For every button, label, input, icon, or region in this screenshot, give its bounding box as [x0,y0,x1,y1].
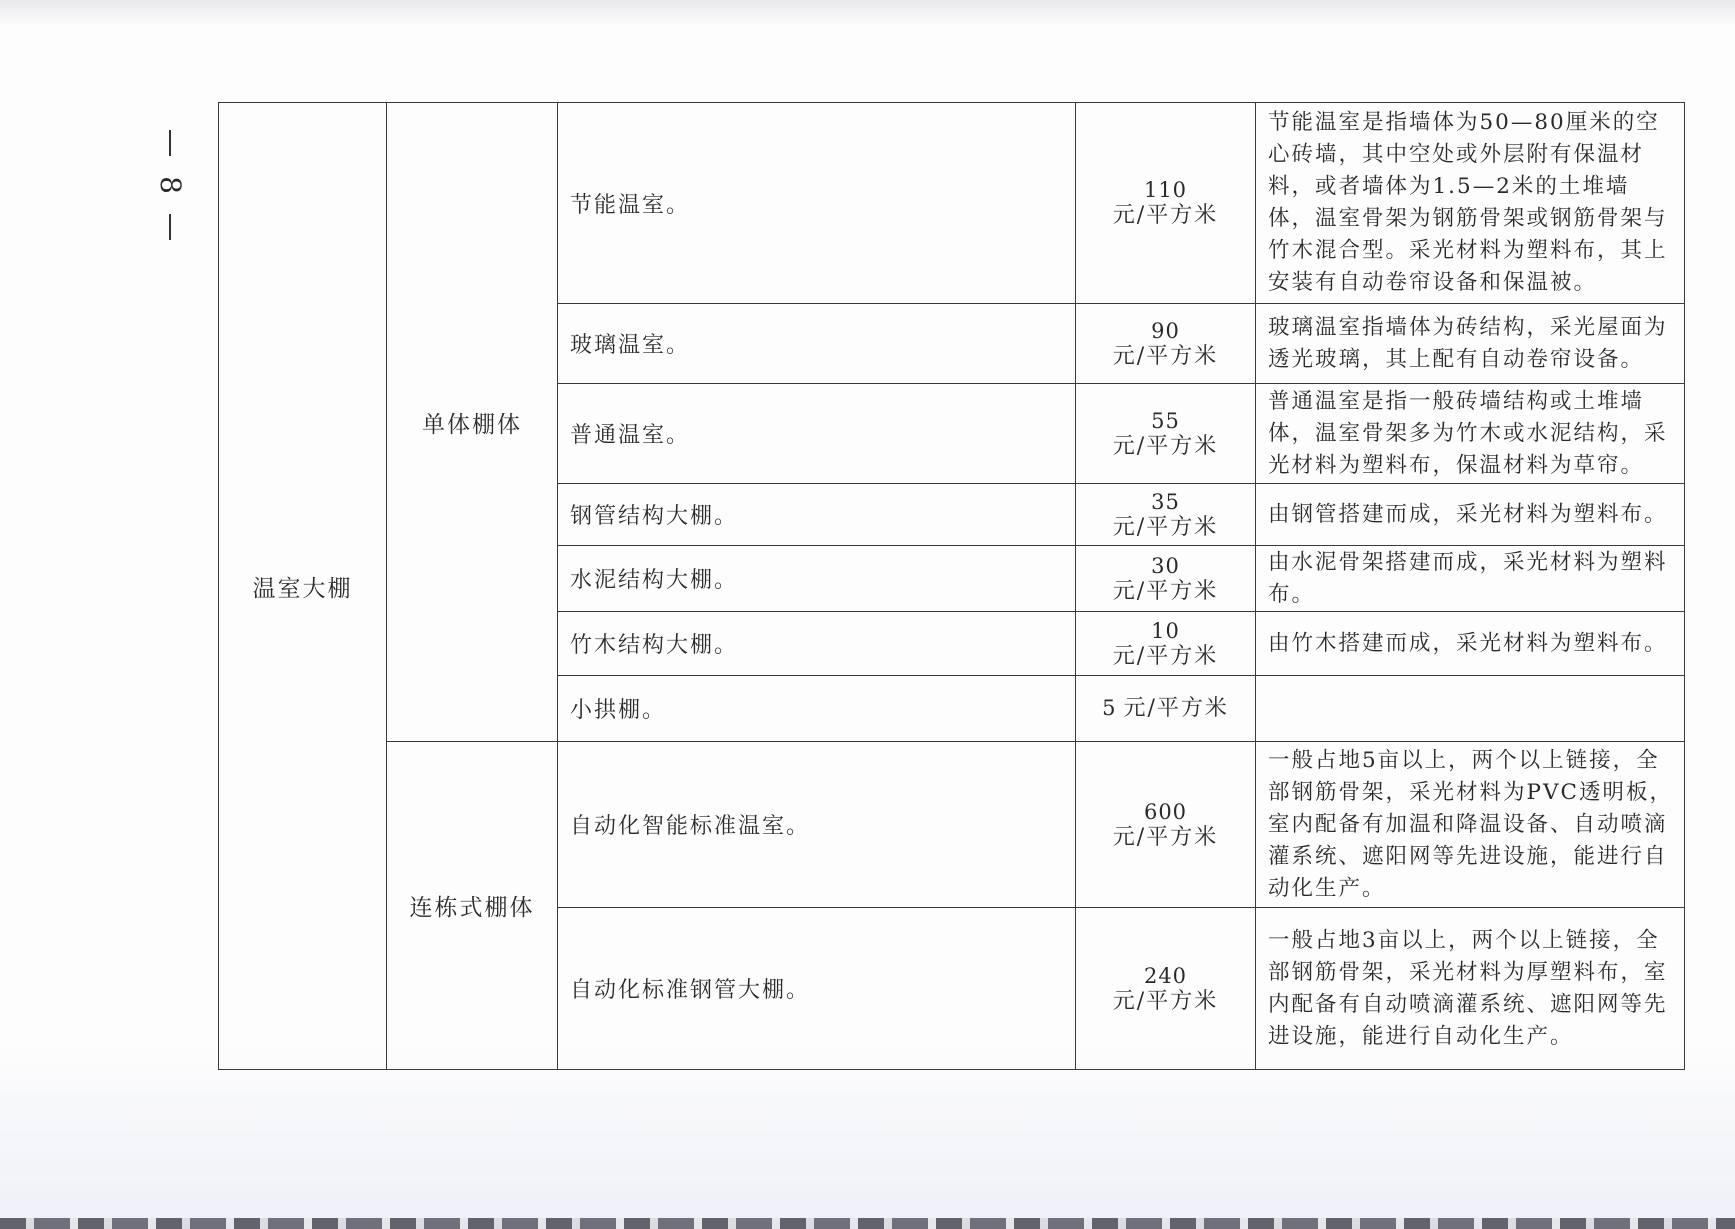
item-description: 由钢管搭建而成，采光材料为塑料布。 [1256,484,1685,546]
price-amount: 35 [1151,489,1180,514]
price-unit: 元/平方米 [1112,514,1219,540]
item-name: 钢管结构大棚。 [558,484,1076,546]
scan-bottom-edge [0,1218,1735,1229]
price-cell [1076,742,1256,908]
price-amount: 110 [1143,178,1188,202]
price-amount: 30 [1151,553,1180,578]
price-amount: 240 [1143,963,1188,988]
item-name: 自动化智能标准温室。 [558,742,1076,908]
table-row [219,103,1685,304]
price-unit: 元/平方米 [1123,696,1229,721]
item-description: 由竹木搭建而成，采光材料为塑料布。 [1256,612,1685,676]
price-cell [1076,304,1256,384]
compensation-table [218,102,1685,1070]
price-unit: 元/平方米 [1112,433,1219,459]
item-name: 小拱棚。 [558,676,1076,742]
item-description: 由水泥骨架搭建而成，采光材料为塑料布。 [1256,546,1685,612]
item-name: 竹木结构大棚。 [558,612,1076,676]
price-unit: 元/平方米 [1112,343,1219,369]
item-description: 玻璃温室指墙体为砖结构，采光屋面为透光玻璃，其上配有自动卷帘设备。 [1256,304,1685,384]
price-cell [1076,484,1256,546]
price-unit: 元/平方米 [1112,203,1219,228]
price-cell [1076,546,1256,612]
page-number-dash-top [169,130,171,156]
item-description [1256,676,1685,742]
page-number [152,130,188,240]
price-cell [1076,676,1256,742]
price-unit: 元/平方米 [1112,988,1219,1014]
price-cell [1076,103,1256,304]
item-name: 玻璃温室。 [558,304,1076,384]
page-number-value: 8 [153,176,187,194]
price-amount: 600 [1143,799,1188,824]
price-unit: 元/平方米 [1112,643,1219,669]
item-description: 一般占地5亩以上，两个以上链接，全部钢筋骨架，采光材料为PVC透明板，室内配备有加温和降温设备、自动喷滴灌系统、遮阳网等先进设施，能进行自动化生产。 [1256,742,1685,908]
item-name: 自动化标准钢管大棚。 [558,908,1076,1070]
price-amount: 10 [1151,618,1180,643]
price-unit: 元/平方米 [1112,824,1219,850]
item-name: 水泥结构大棚。 [558,546,1076,612]
price-cell [1076,612,1256,676]
price-amount: 5 [1102,696,1117,720]
item-name: 普通温室。 [558,384,1076,484]
price-cell [1076,908,1256,1070]
price-unit: 元/平方米 [1112,578,1219,604]
page-number-dash-bottom [169,214,171,240]
item-description: 一般占地3亩以上，两个以上链接，全部钢筋骨架，采光材料为厚塑料布，室内配备有自动喷滴灌系统、遮阳网等先进设施，能进行自动化生产。 [1256,908,1685,1070]
category-cell: 温室大棚 [219,103,387,1070]
table-row [219,742,1685,908]
scan-top-edge [0,0,1735,26]
item-description: 普通温室是指一般砖墙结构或土堆墙体，温室骨架多为竹木或水泥结构，采光材料为塑料布，保温材料为草帘。 [1256,384,1685,484]
item-description: 节能温室是指墙体为50—80厘米的空心砖墙，其中空处或外层附有保温材料，或者墙体为1.5—2米的土堆墙体，温室骨架为钢筋骨架或钢筋骨架与竹木混合型。采光材料为塑料布，其上安装有自动卷帘设备和保温被。 [1256,103,1685,304]
group-cell-multispan: 连栋式棚体 [387,742,558,1070]
item-name: 节能温室。 [558,103,1076,304]
group-cell-single: 单体棚体 [387,103,558,742]
price-amount: 90 [1151,318,1180,343]
price-cell [1076,384,1256,484]
price-amount: 55 [1151,408,1180,433]
